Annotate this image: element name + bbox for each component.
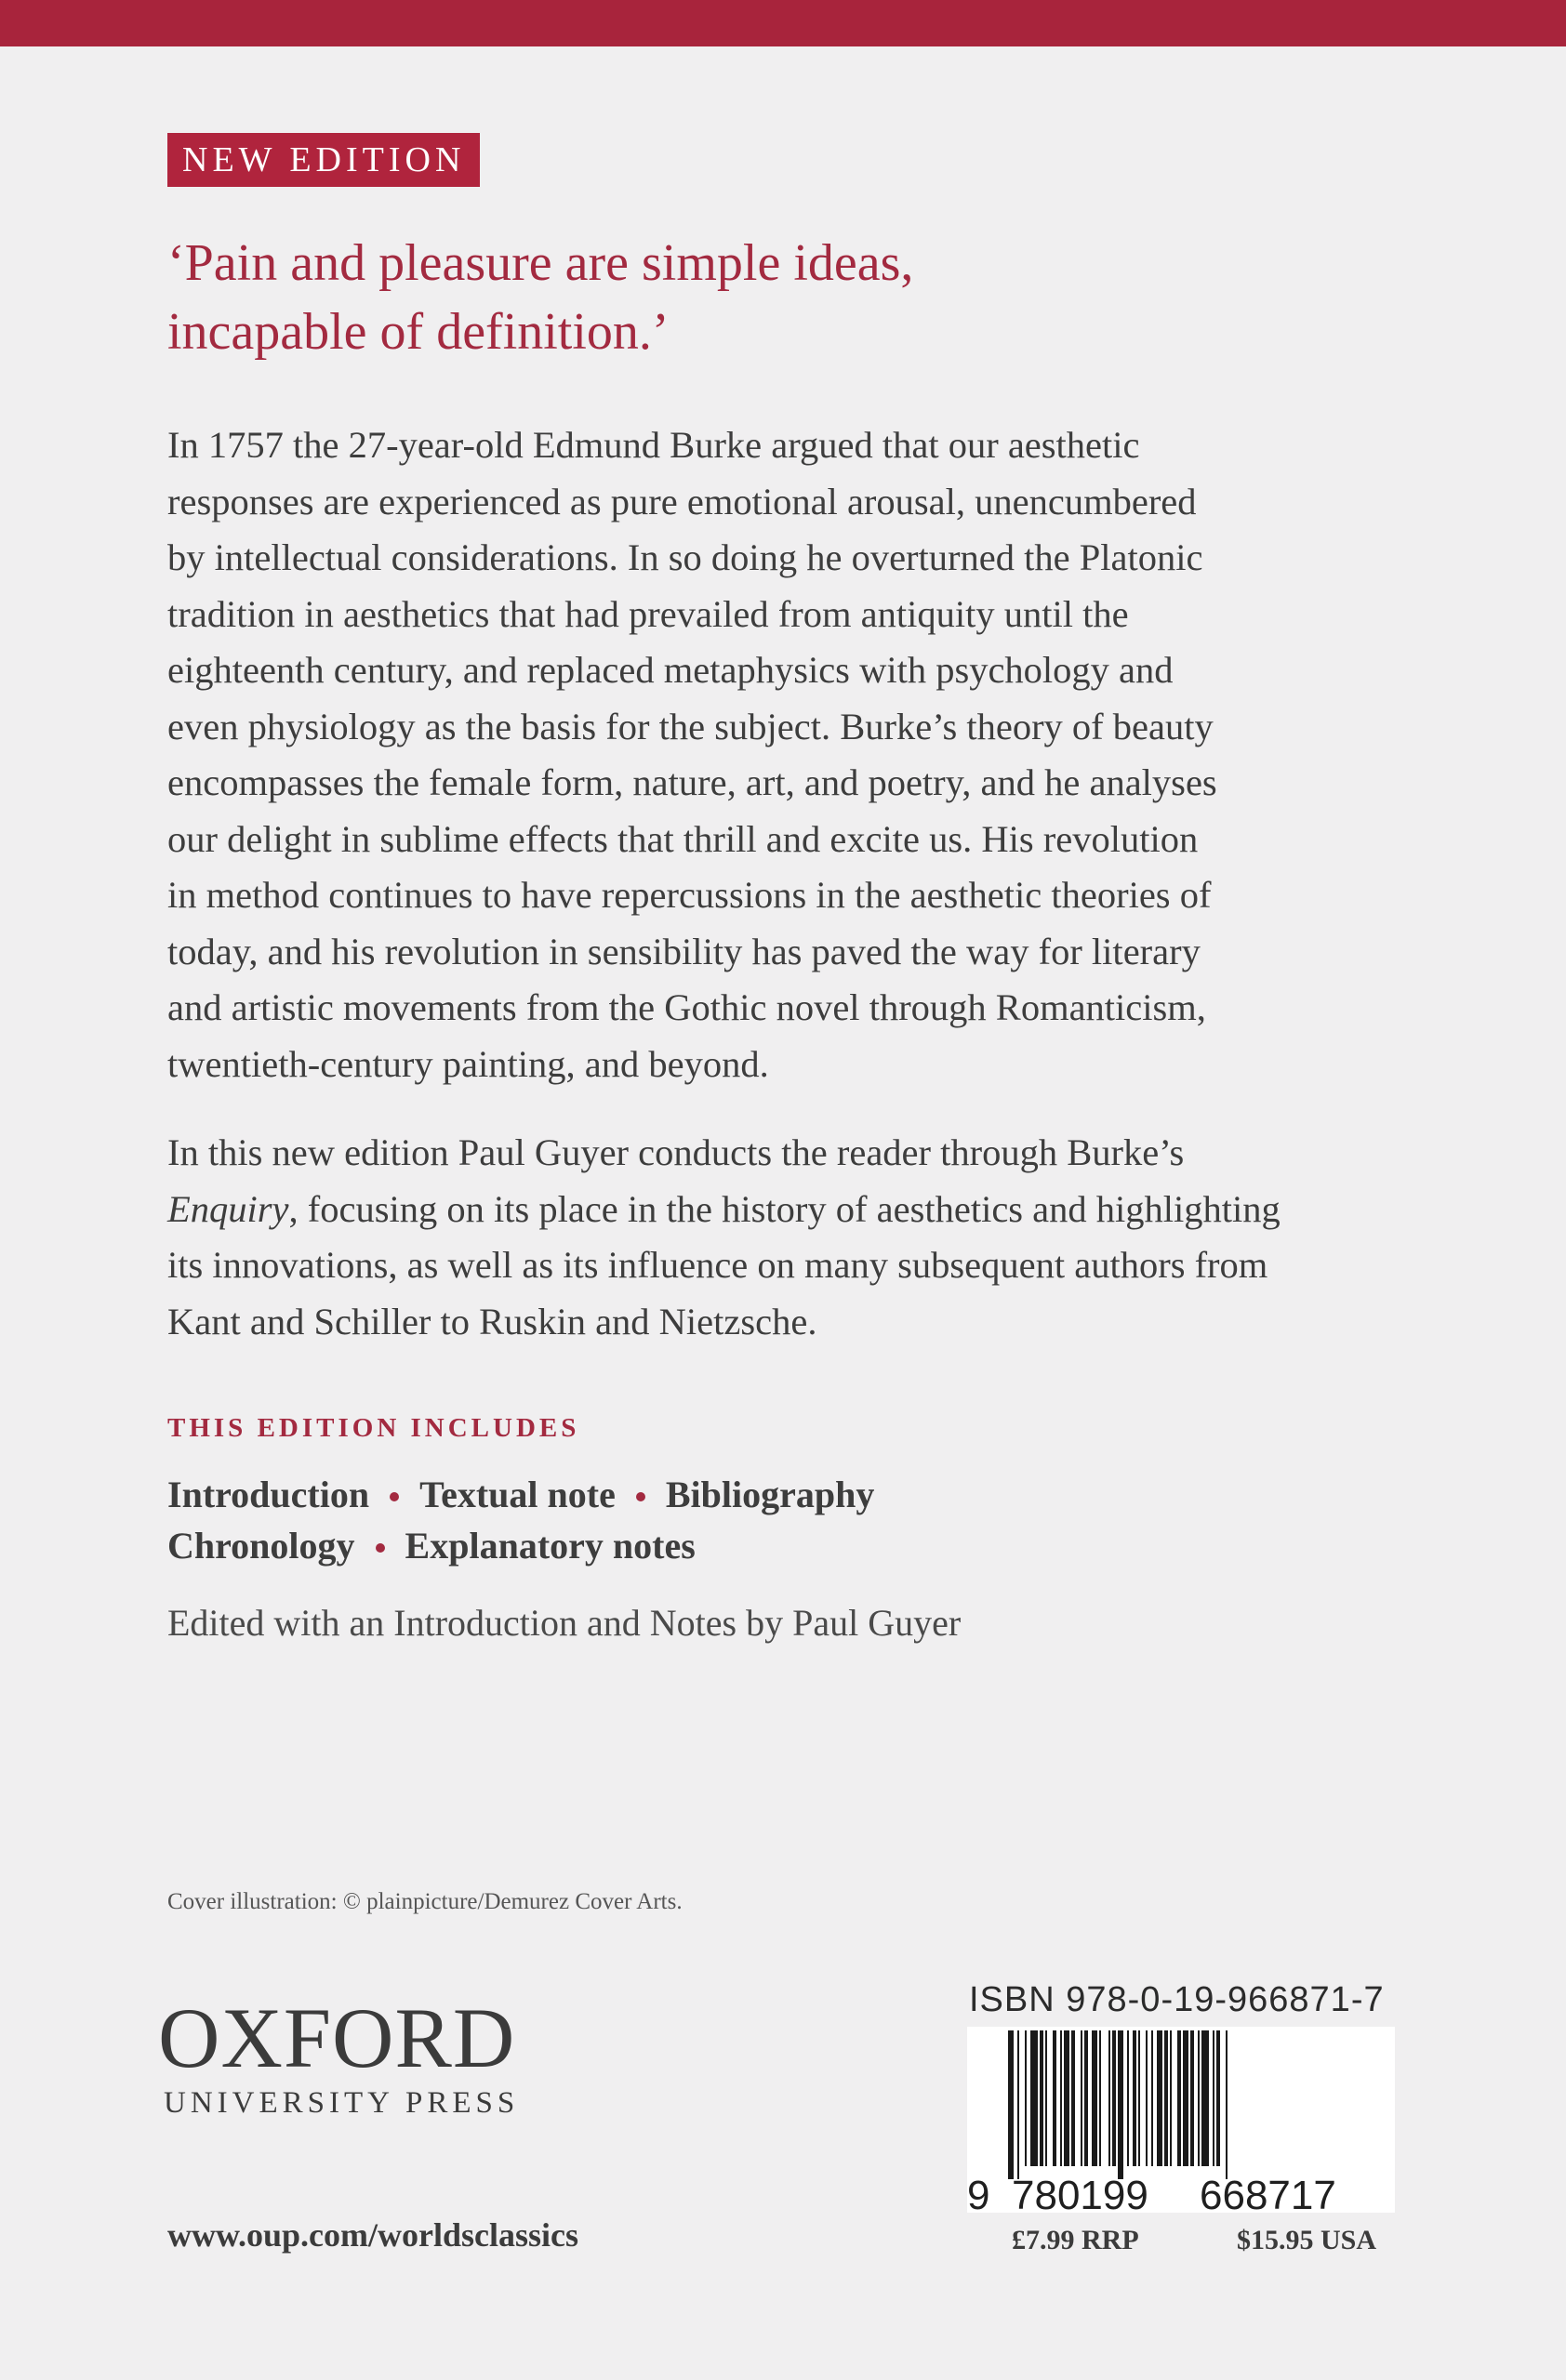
include-item: Explanatory notes	[405, 1525, 696, 1567]
editor-credit: Edited with an Introduction and Notes by Paul Guyer	[167, 1602, 962, 1644]
price-usd: $15.95 USA	[1237, 2225, 1377, 2255]
text-line: in method continues to have repercussions in the aesthetic theories of	[167, 874, 1212, 916]
barcode-digit-first: 9	[967, 2173, 990, 2213]
cover-illustration-credit: Cover illustration: © plainpicture/Demurez Cover Arts.	[167, 1889, 683, 1914]
include-item: Introduction	[167, 1474, 370, 1515]
barcode-bar	[1216, 2030, 1220, 2166]
barcode-bar	[1138, 2030, 1140, 2166]
publisher-website: www.oup.com/worldsclassics	[167, 2216, 579, 2254]
isbn-label: ISBN 978-0-19-966871-7	[969, 1980, 1385, 2019]
barcode-bar	[1170, 2030, 1172, 2166]
book-title-italic: Enquiry	[167, 1187, 289, 1230]
text-span: , focusing on its place in the history of aesthetics and highlighting	[288, 1187, 1281, 1230]
text-line: Kant and Schiller to Ruskin and Nietzsche.	[167, 1300, 817, 1342]
barcode-bar	[1084, 2030, 1088, 2166]
publisher-subtitle: UNIVERSITY PRESS	[164, 2086, 520, 2120]
text-line: twentieth-century painting, and beyond.	[167, 1042, 769, 1085]
barcode-bar	[1060, 2030, 1062, 2166]
quote-line: incapable of definition.’	[167, 303, 670, 361]
text-line: encompasses the female form, nature, art, and poetry, and he analyses	[167, 761, 1217, 803]
bullet-icon	[636, 1492, 645, 1501]
barcode-bar	[1071, 2030, 1075, 2166]
barcode-bar	[1008, 2030, 1014, 2179]
barcode-bar	[1213, 2030, 1214, 2166]
barcode-bar	[1025, 2030, 1027, 2166]
quote-line: ‘Pain and pleasure are simple ideas,	[167, 234, 914, 292]
text-line: In this new edition Paul Guyer conducts the reader through Burke’s	[167, 1131, 1185, 1173]
barcode-bar	[1045, 2030, 1047, 2166]
text-line: tradition in aesthetics that had prevailed from antiquity until the	[167, 592, 1129, 635]
barcode	[967, 2027, 1395, 2213]
barcode-bar	[1108, 2030, 1110, 2166]
barcode-bar	[1099, 2030, 1101, 2166]
text-line: and artistic movements from the Gothic novel through Romanticism,	[167, 986, 1206, 1028]
barcode-bar	[1151, 2030, 1153, 2166]
description-paragraph-1	[167, 417, 1451, 1092]
text-line: its innovations, as well as its influence on many subsequent authors from	[167, 1244, 1268, 1286]
barcode-digits-left: 780199	[1012, 2173, 1148, 2213]
barcode-bar	[1017, 2030, 1019, 2179]
text-line: In 1757 the 27-year-old Edmund Burke argued that our aesthetic	[167, 424, 1140, 466]
text-line: today, and his revolution in sensibility has paved the way for literary	[167, 930, 1201, 972]
barcode-bar	[1112, 2030, 1116, 2166]
pull-quote	[167, 229, 1283, 366]
barcode-bar	[1164, 2030, 1168, 2166]
barcode-digits-right: 668717	[1200, 2173, 1336, 2213]
barcode-bar	[1198, 2030, 1200, 2166]
text-line	[167, 1182, 1451, 1238]
barcode-bar	[1127, 2030, 1129, 2166]
barcode-bar	[1040, 2030, 1043, 2166]
text-line: eighteenth century, and replaced metaphysics with psychology and	[167, 649, 1174, 691]
text-line: responses are experienced as pure emotional arousal, unencumbered	[167, 480, 1197, 522]
price-gbp: £7.99 RRP	[1012, 2225, 1139, 2255]
barcode-bar	[1226, 2030, 1228, 2179]
top-color-band	[0, 0, 1566, 46]
include-item: Bibliography	[665, 1474, 875, 1515]
description-paragraph-2	[167, 1125, 1451, 1350]
text-line: by intellectual considerations. In so doing he overturned the Platonic	[167, 536, 1203, 578]
barcode-bar	[1201, 2030, 1209, 2166]
barcode-bar	[1183, 2030, 1188, 2166]
include-item: Chronology	[167, 1525, 355, 1567]
text-line: even physiology as the basis for the subject. Burke’s theory of beauty	[167, 705, 1214, 747]
barcode-bar	[1053, 2030, 1056, 2166]
barcode-bar	[1081, 2030, 1082, 2166]
barcode-bar	[1177, 2030, 1181, 2166]
text-line: our delight in sublime effects that thrill and excite us. His revolution	[167, 817, 1199, 860]
include-item: Textual note	[419, 1474, 616, 1515]
new-edition-badge: NEW EDITION	[167, 133, 480, 187]
barcode-bar	[1157, 2030, 1162, 2166]
barcode-bar	[1118, 2030, 1123, 2179]
barcode-bar	[1133, 2030, 1136, 2166]
bullet-icon	[390, 1492, 399, 1501]
publisher-name: OXFORD	[158, 1990, 516, 2085]
bullet-icon	[376, 1543, 385, 1553]
barcode-bar	[1190, 2030, 1194, 2166]
includes-row	[167, 1472, 874, 1518]
oxford-logo	[158, 1991, 519, 2121]
barcode-bar	[1030, 2030, 1038, 2166]
barcode-bar	[1146, 2030, 1148, 2166]
includes-heading: THIS EDITION INCLUDES	[167, 1413, 580, 1443]
barcode-bar	[1064, 2030, 1069, 2166]
includes-row	[167, 1523, 696, 1569]
barcode-bar	[1092, 2030, 1097, 2166]
